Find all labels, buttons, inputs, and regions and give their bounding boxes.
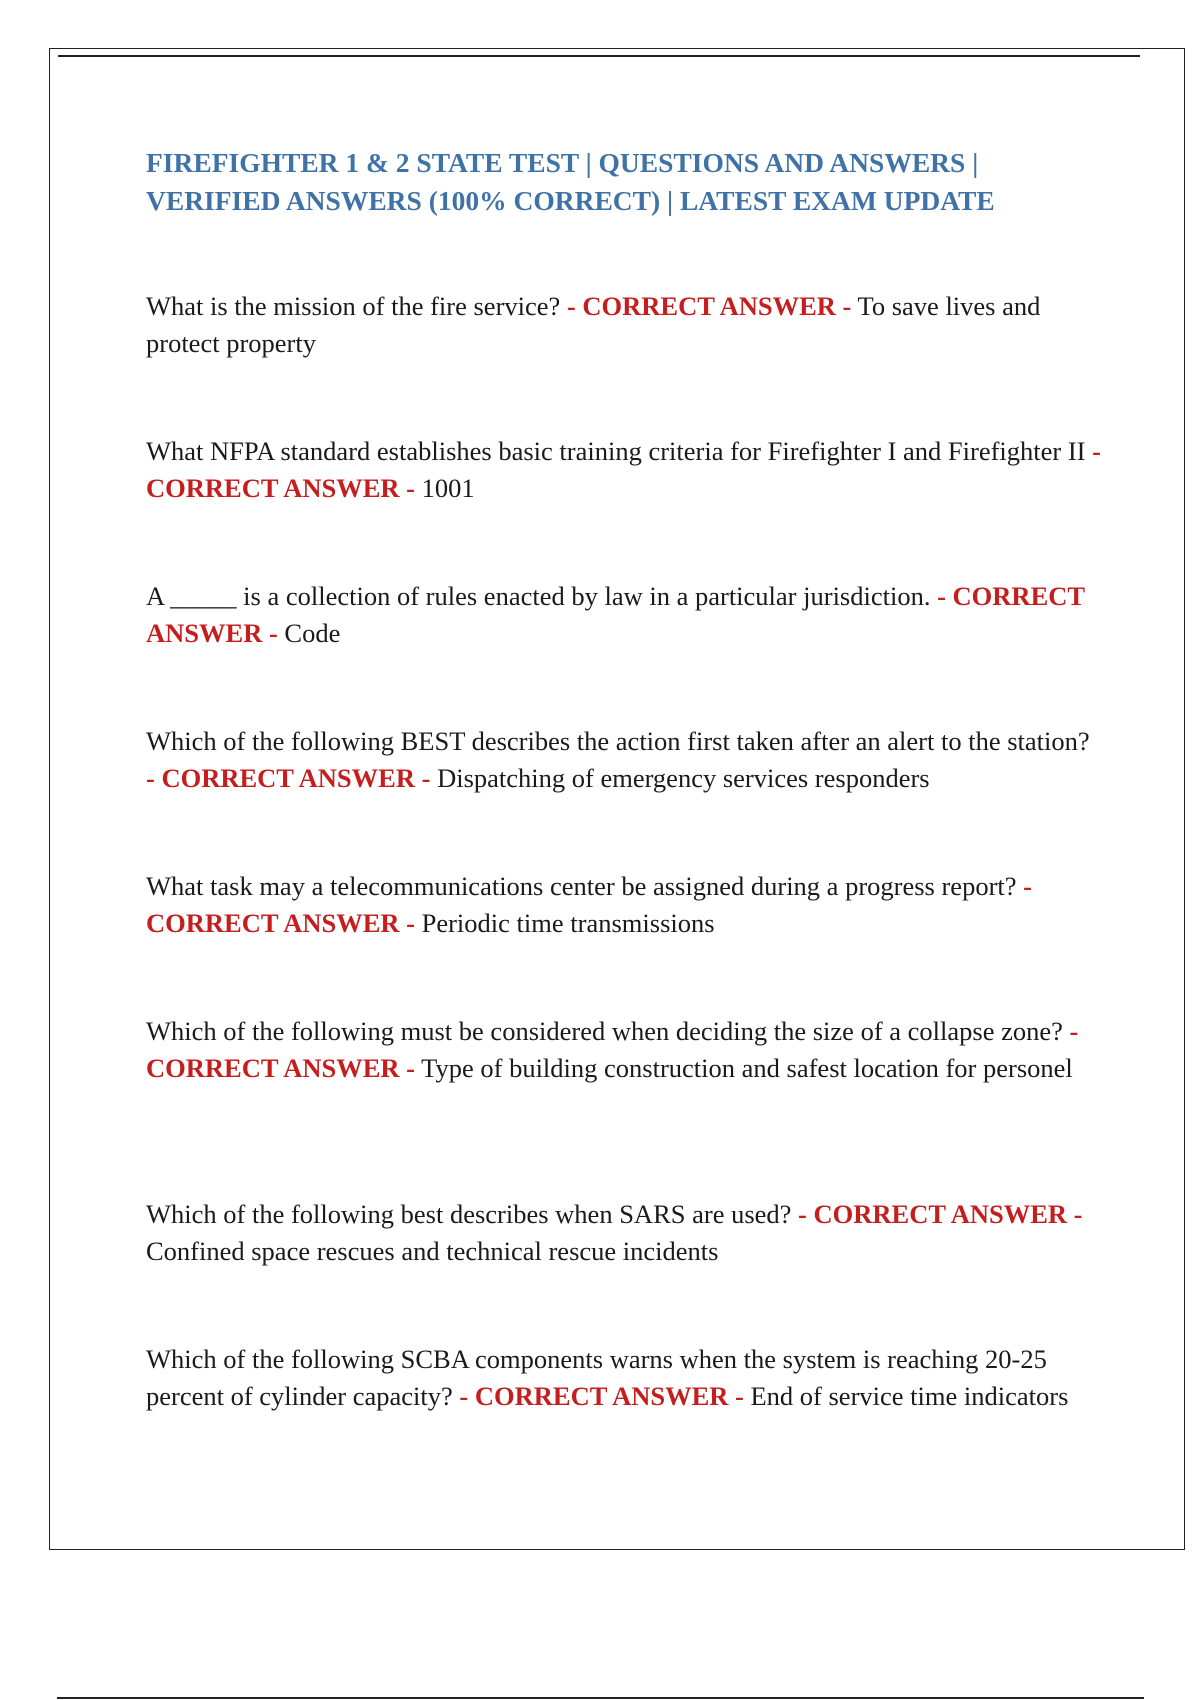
qa-item — [146, 1196, 1101, 1270]
page-frame — [49, 48, 1185, 1550]
qa-item — [146, 1341, 1101, 1415]
correct-answer-label: - CORRECT ANSWER - — [146, 1016, 1079, 1083]
next-page-top-rule — [57, 1697, 1144, 1699]
answer-text: Periodic time transmissions — [421, 908, 715, 938]
qa-item — [146, 868, 1101, 942]
correct-answer-label: - CORRECT ANSWER - — [146, 763, 431, 793]
correct-answer-label: - CORRECT ANSWER - — [146, 581, 1085, 648]
qa-item — [146, 578, 1101, 652]
correct-answer-label: - CORRECT ANSWER - — [146, 871, 1032, 938]
qa-item — [146, 723, 1101, 797]
answer-text: End of service time indicators — [750, 1381, 1069, 1411]
correct-answer-label: - CORRECT ANSWER - — [146, 436, 1101, 503]
qa-item — [146, 1013, 1101, 1087]
question-text: A _____ is a collection of rules enacted by law in a particular jurisdiction. — [146, 581, 931, 611]
qa-item — [146, 288, 1101, 362]
answer-text: To save lives and protect property — [146, 291, 1041, 358]
answer-text: Dispatching of emergency services responders — [437, 763, 930, 793]
correct-answer-label: - CORRECT ANSWER - — [798, 1199, 1083, 1229]
question-text: What NFPA standard establishes basic training criteria for Firefighter I and Firefighter II — [146, 436, 1086, 466]
question-text: Which of the following BEST describes the action first taken after an alert to the station? — [146, 726, 1090, 756]
question-text: Which of the following must be considered when deciding the size of a collapse zone? — [146, 1016, 1063, 1046]
question-text: What is the mission of the fire service? — [146, 291, 561, 321]
qa-item — [146, 433, 1101, 507]
answer-text: 1001 — [421, 473, 475, 503]
question-text: What task may a telecommunications center be assigned during a progress report? — [146, 871, 1017, 901]
correct-answer-label: - CORRECT ANSWER - — [566, 291, 852, 321]
answer-text: Confined space rescues and technical rescue incidents — [146, 1236, 719, 1266]
question-text: Which of the following best describes when SARS are used? — [146, 1199, 792, 1229]
correct-answer-label: - CORRECT ANSWER - — [459, 1381, 744, 1411]
question-text: Which of the following SCBA components warns when the system is reaching 20-25 percent of cylinder capacity? — [146, 1344, 1047, 1411]
document-title: FIREFIGHTER 1 & 2 STATE TEST | QUESTIONS AND ANSWERS | VERIFIED ANSWERS (100% CORRECT) | LATEST EXAM UPDATE — [146, 147, 995, 216]
top-rule — [58, 55, 1140, 57]
answer-text: Code — [284, 618, 341, 648]
answer-text: Type of building construction and safest location for personel — [421, 1053, 1073, 1083]
